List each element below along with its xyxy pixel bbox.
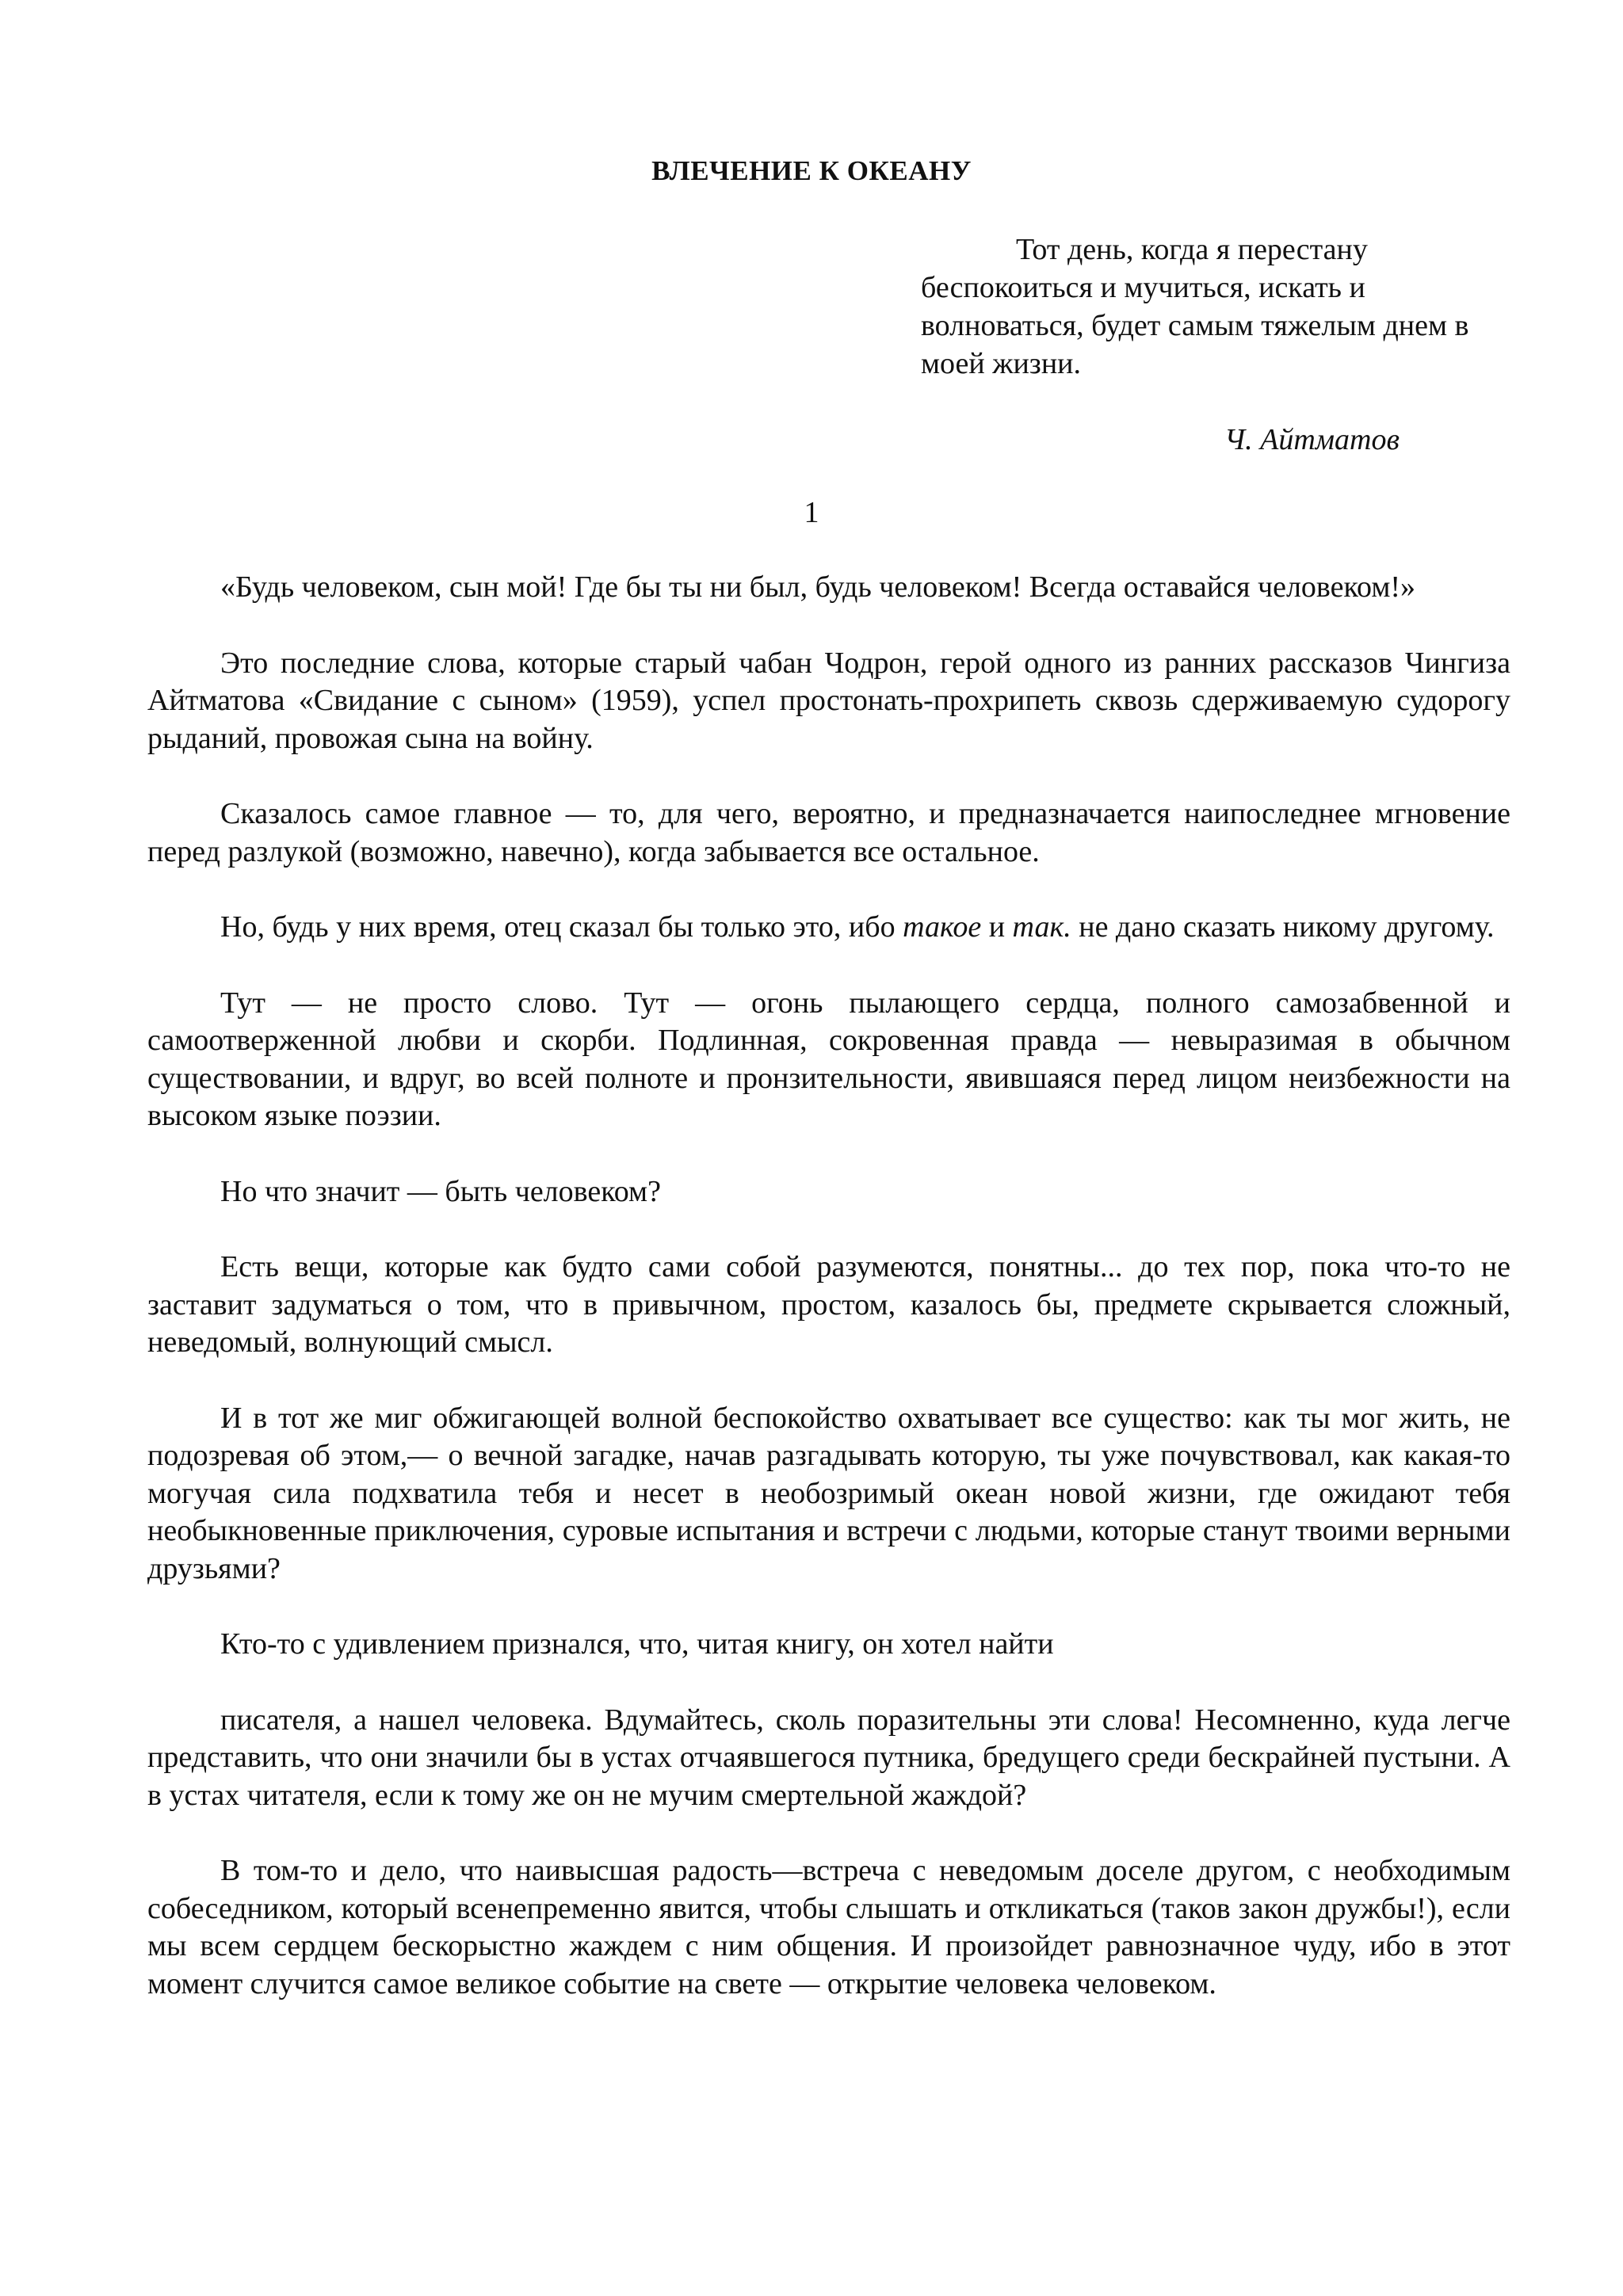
paragraph-4-italic-2: так. [1012, 910, 1071, 944]
paragraph-4 [147, 909, 1510, 947]
section-number: 1 [804, 496, 819, 529]
paragraph-9: Кто-то с удивлением признался, что, читая книгу, он хотел найти [220, 1627, 1054, 1661]
document-title: ВЛЕЧЕНИЕ К ОКЕАНУ [651, 155, 972, 186]
paragraph-10: писателя, а нашел человека. Вдумайтесь, сколь поразительны эти слова! Несомненно, куда легче представить, что они значили бы в устах отчаявшегося путника, бредущего среди бескрайней пустыни. А в устах читателя, если к тому же он не мучим смертельной жаждой? [147, 1703, 1510, 1812]
epigraph-author: Ч. Айтматов [1224, 423, 1400, 456]
paragraph-6: Но что значит — быть человеком? [220, 1174, 661, 1208]
paragraph-8: И в тот же миг обжигающей волной беспокойство охватывает все существо: как ты мог жить, не подозревая об этом,— о вечной загадке, начав разгадывать которую, ты уже почувствовал, как какая-то могучая сила подхватила тебя и несет в необозримый океан новой жизни, где ожидают тебя необыкновенные приключения, суровые испытания и встречи с людьми, которые станут твоими верными друзьями? [147, 1401, 1510, 1585]
paragraph-3: Сказалось самое главное — то, для чего, вероятно, и предназначается наипоследнее мгновение перед разлукой (возможно, навечно), когда забывается все остальное. [147, 797, 1510, 868]
epigraph [921, 231, 1507, 456]
document-body [147, 569, 1510, 2041]
paragraph-2: Это последние слова, которые старый чабан Чодрон, герой одного из ранних рассказов Чингиза Айтматова «Свидание с сыном» (1959), успел простонать-прохрипеть сквозь сдерживаемую судорогу рыданий, провожая сына на войну. [147, 646, 1510, 755]
epigraph-text: Тот день, когда я перестану беспокоиться и мучиться, искать и волноваться, будет самым тяжелым днем в моей жизни. [921, 233, 1469, 380]
paragraph-4-part-3: не дано сказать никому другому. [1071, 910, 1495, 944]
paragraph-4-italic-1: такое [903, 910, 982, 944]
paragraph-4-part-2: и [981, 910, 1013, 944]
paragraph-7: Есть вещи, которые как будто сами собой разумеются, понятны... до тех пор, пока что-то не заставит задуматься о том, что в привычном, простом, казалось бы, предмете скрывается сложный, неведомый, волнующий смысл. [147, 1250, 1510, 1359]
paragraph-4-part-1: Но, будь у них время, отец сказал бы только это, ибо [220, 910, 903, 944]
paragraph-1: «Будь человеком, сын мой! Где бы ты ни был, будь человеком! Всегда оставайся человеком!» [220, 570, 1416, 604]
paragraph-11: В том-то и дело, что наивысшая радость—встреча с неведомым доселе другом, с необходимым собеседником, который всенепременно явится, чтобы слышать и откликаться (таков закон дружбы!), если мы всем сердцем бескорыстно жаждем с ним общения. И произойдет равнозначное чуду, ибо в этот момент случится самое великое событие на свете — открытие человека человеком. [147, 1854, 1510, 2000]
paragraph-5: Тут — не просто слово. Тут — огонь пылающего сердца, полного самозабвенной и самоотверженной любви и скорби. Подлинная, сокровенная правда — невыразимая в обычном существовании, и вдруг, во всей полноте и пронзительности, явившаяся перед лицом неизбежности на высоком языке поэзии. [147, 986, 1510, 1132]
